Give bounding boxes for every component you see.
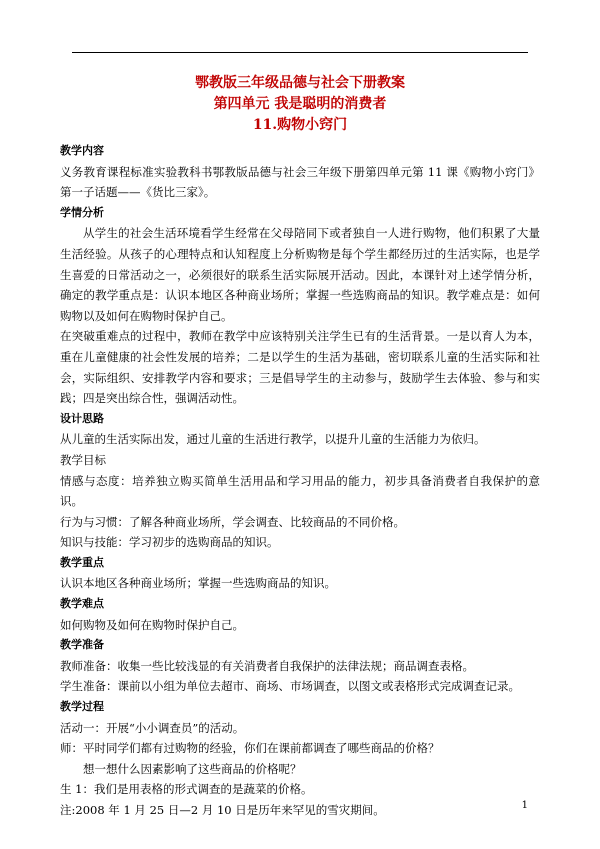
teacher-preparation: 教师准备：收集一些比较浅显的有关消费者自我保护的法律法规；商品调查表格。 — [60, 658, 474, 673]
header-rule — [72, 52, 528, 53]
key-points-paragraph: 认识本地区各种商业场所；掌握一些选购商品的知识。 — [60, 576, 336, 591]
activity-one: 活动一：开展“小小调查员”的活动。 — [60, 720, 245, 735]
student-preparation: 学生准备：课前以小组为单位去超市、商场、市场调查，以图文或表格形式完成调查记录。 — [60, 679, 520, 694]
section-heading-design: 设计思路 — [60, 411, 104, 425]
section-heading-process: 教学过程 — [60, 700, 104, 714]
lesson-title: 11.购物小窍门 — [252, 117, 348, 133]
section-heading-analysis: 学情分析 — [60, 205, 104, 219]
design-paragraph: 从儿童的生活实际出发，通过儿童的生活进行教学，以提升儿童的生活能力为依归。 — [60, 432, 486, 447]
document-title: 鄂教版三年级品德与社会下册教案 — [195, 75, 405, 91]
teacher-question: 师：平时同学们都有过购物的经验，你们在课前都调查了哪些商品的价格？ — [60, 741, 440, 756]
analysis-paragraph-2: 在突破重难点的过程中，教师在教学中应该特别关注学生已有的生活背景。一是以育人为本，重在儿童健康的社会性发展的培养；二是以学生的生活为基础，密切联系儿童的生活实际和社会，实际组织、安排教学内容和要求；三是倡导学生的主动参与，鼓励学生去体验、参与和实践；四是突出综合性，强调活动性。 — [60, 329, 540, 406]
student-answer-1: 生 1：我们是用表格的形式调查的是蔬菜的价格。 — [60, 782, 313, 797]
section-heading-preparation: 教学准备 — [60, 638, 104, 652]
section-heading-key-points: 教学重点 — [60, 555, 104, 569]
goal-behavior: 行为与习惯：了解各种商业场所，学会调查、比较商品的不同价格。 — [60, 514, 405, 529]
difficulty-paragraph: 如何购物及如何在购物时保护自己。 — [60, 617, 244, 632]
unit-title: 第四单元 我是聪明的消费者 — [213, 96, 387, 112]
section-heading-content: 教学内容 — [60, 144, 104, 157]
document-body — [60, 141, 540, 821]
goals-label: 教学目标 — [60, 452, 106, 467]
content-paragraph: 义务教育课程标准实验教科书鄂教版品德与社会三年级下册第四单元第 11 课《购物小窍门》第一子话题——《货比三家》。 — [60, 164, 540, 200]
section-heading-difficulty: 教学难点 — [60, 597, 104, 611]
note-paragraph: 注:2008 年 1 月 25 日—2 月 10 日是历年来罕见的雪灾期间。 — [60, 803, 385, 817]
page-number: 1 — [521, 800, 528, 811]
analysis-paragraph-1: 从学生的社会生活环境看学生经常在父母陪同下或者独自一人进行购物，他们积累了大量生活经验。从孩子的心理特点和认知程度上分析购物是每个学生都经历过的生活实际，也是学生喜爱的日常活动之一，必须很好的联系生活实际展开活动。因此，本课针对上述学情分析，确定的教学重点是：认识本地区各种商业场所；掌握一些选购商品的知识。教学难点是：如何购物以及如何在购物时保护自己。 — [60, 226, 540, 323]
goal-emotion: 情感与态度：培养独立购买简单生活用品和学习用品的能力，初步具备消费者自我保护的意识。 — [60, 473, 540, 509]
goal-knowledge: 知识与技能：学习初步的选购商品的知识。 — [60, 535, 279, 550]
think-question: 想一想什么因素影响了这些商品的价格呢？ — [83, 761, 302, 776]
